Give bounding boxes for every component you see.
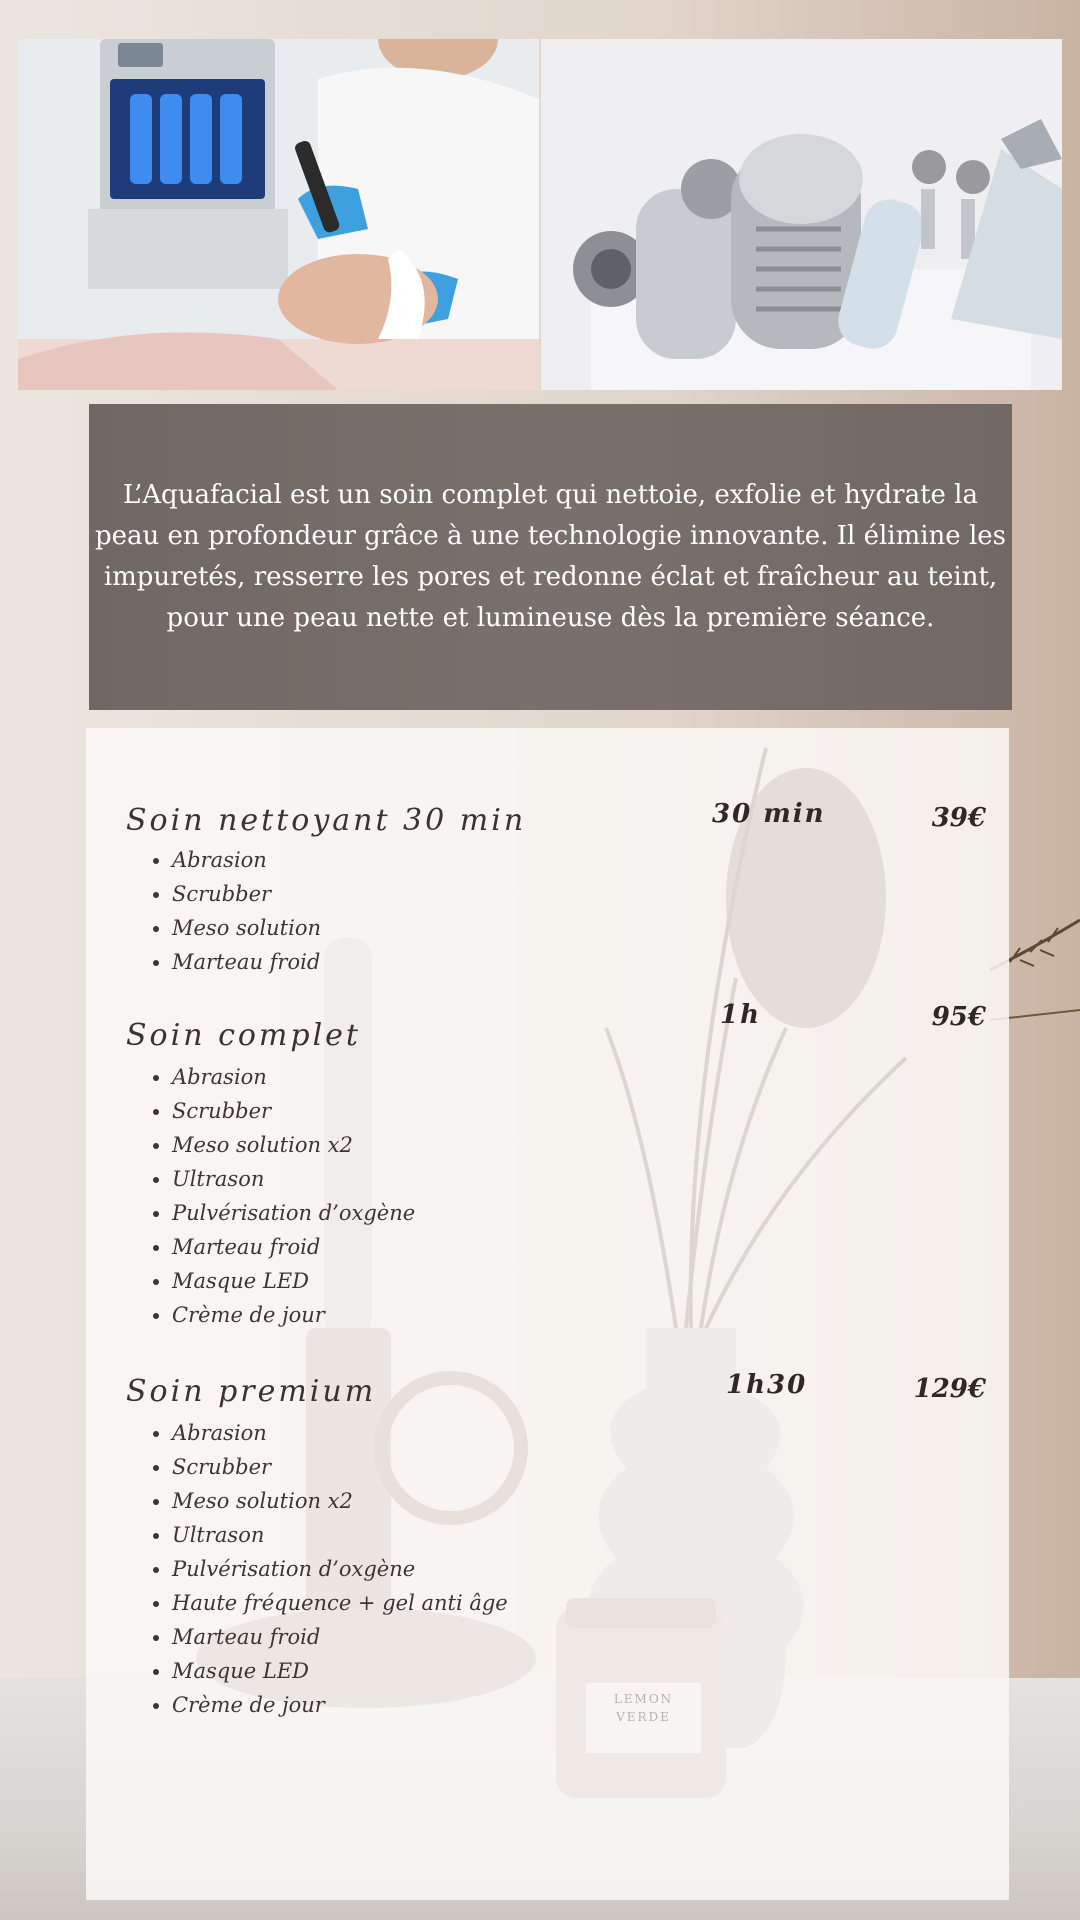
- list-item: • Scrubber: [172, 1450, 508, 1484]
- list-item: • Ultrason: [172, 1518, 508, 1552]
- treatment-photo: [18, 39, 539, 390]
- list-item: • Masque LED: [172, 1264, 415, 1298]
- list-item: • Meso solution x2: [172, 1128, 415, 1162]
- list-item: • Crème de jour: [172, 1298, 415, 1332]
- list-item: • Marteau froid: [172, 1620, 508, 1654]
- list-item: • Marteau froid: [172, 945, 321, 979]
- service-price: 129€: [913, 1374, 986, 1404]
- list-item: • Masque LED: [172, 1654, 508, 1688]
- list-item: • Crème de jour: [172, 1688, 508, 1722]
- list-item: • Haute fréquence + gel anti âge: [172, 1586, 508, 1620]
- service-steps: [126, 1060, 415, 1332]
- service-price: 95€: [931, 1002, 986, 1032]
- service-duration: 30 min: [712, 799, 826, 829]
- service-steps: [126, 843, 321, 979]
- service-duration: 1h30: [726, 1370, 808, 1400]
- list-item: • Pulvérisation d’oxgène: [172, 1196, 415, 1230]
- service-name: Soin premium: [126, 1374, 377, 1409]
- list-item: • Abrasion: [172, 843, 321, 877]
- list-item: • Pulvérisation d’oxgène: [172, 1552, 508, 1586]
- description-text: L’Aquafacial est un soin complet qui nettoie, exfolie et hydrate la peau en profondeur grâce à une technologie innovante. Il élimine les impuretés, resserre les pores et redonne éclat et fraîcheur au teint, pour une peau nette et lumineuse dès la première séance.: [95, 480, 1007, 633]
- list-item: • Ultrason: [172, 1162, 415, 1196]
- service-duration: 1h: [720, 1000, 761, 1030]
- service-name: Soin complet: [126, 1018, 361, 1053]
- list-item: • Meso solution x2: [172, 1484, 508, 1518]
- jar-label: LEMON VERDE: [613, 1692, 674, 1724]
- description-banner: [89, 404, 1012, 710]
- equipment-photo: [541, 39, 1062, 390]
- list-item: • Abrasion: [172, 1060, 415, 1094]
- list-item: • Abrasion: [172, 1416, 508, 1450]
- list-item: • Scrubber: [172, 877, 321, 911]
- price-list-panel: [86, 728, 1009, 1900]
- service-price: 39€: [931, 803, 986, 833]
- service-steps: [126, 1416, 508, 1722]
- service-name: Soin nettoyant 30 min: [126, 803, 527, 838]
- list-item: • Meso solution: [172, 911, 321, 945]
- list-item: • Scrubber: [172, 1094, 415, 1128]
- list-item: • Marteau froid: [172, 1230, 415, 1264]
